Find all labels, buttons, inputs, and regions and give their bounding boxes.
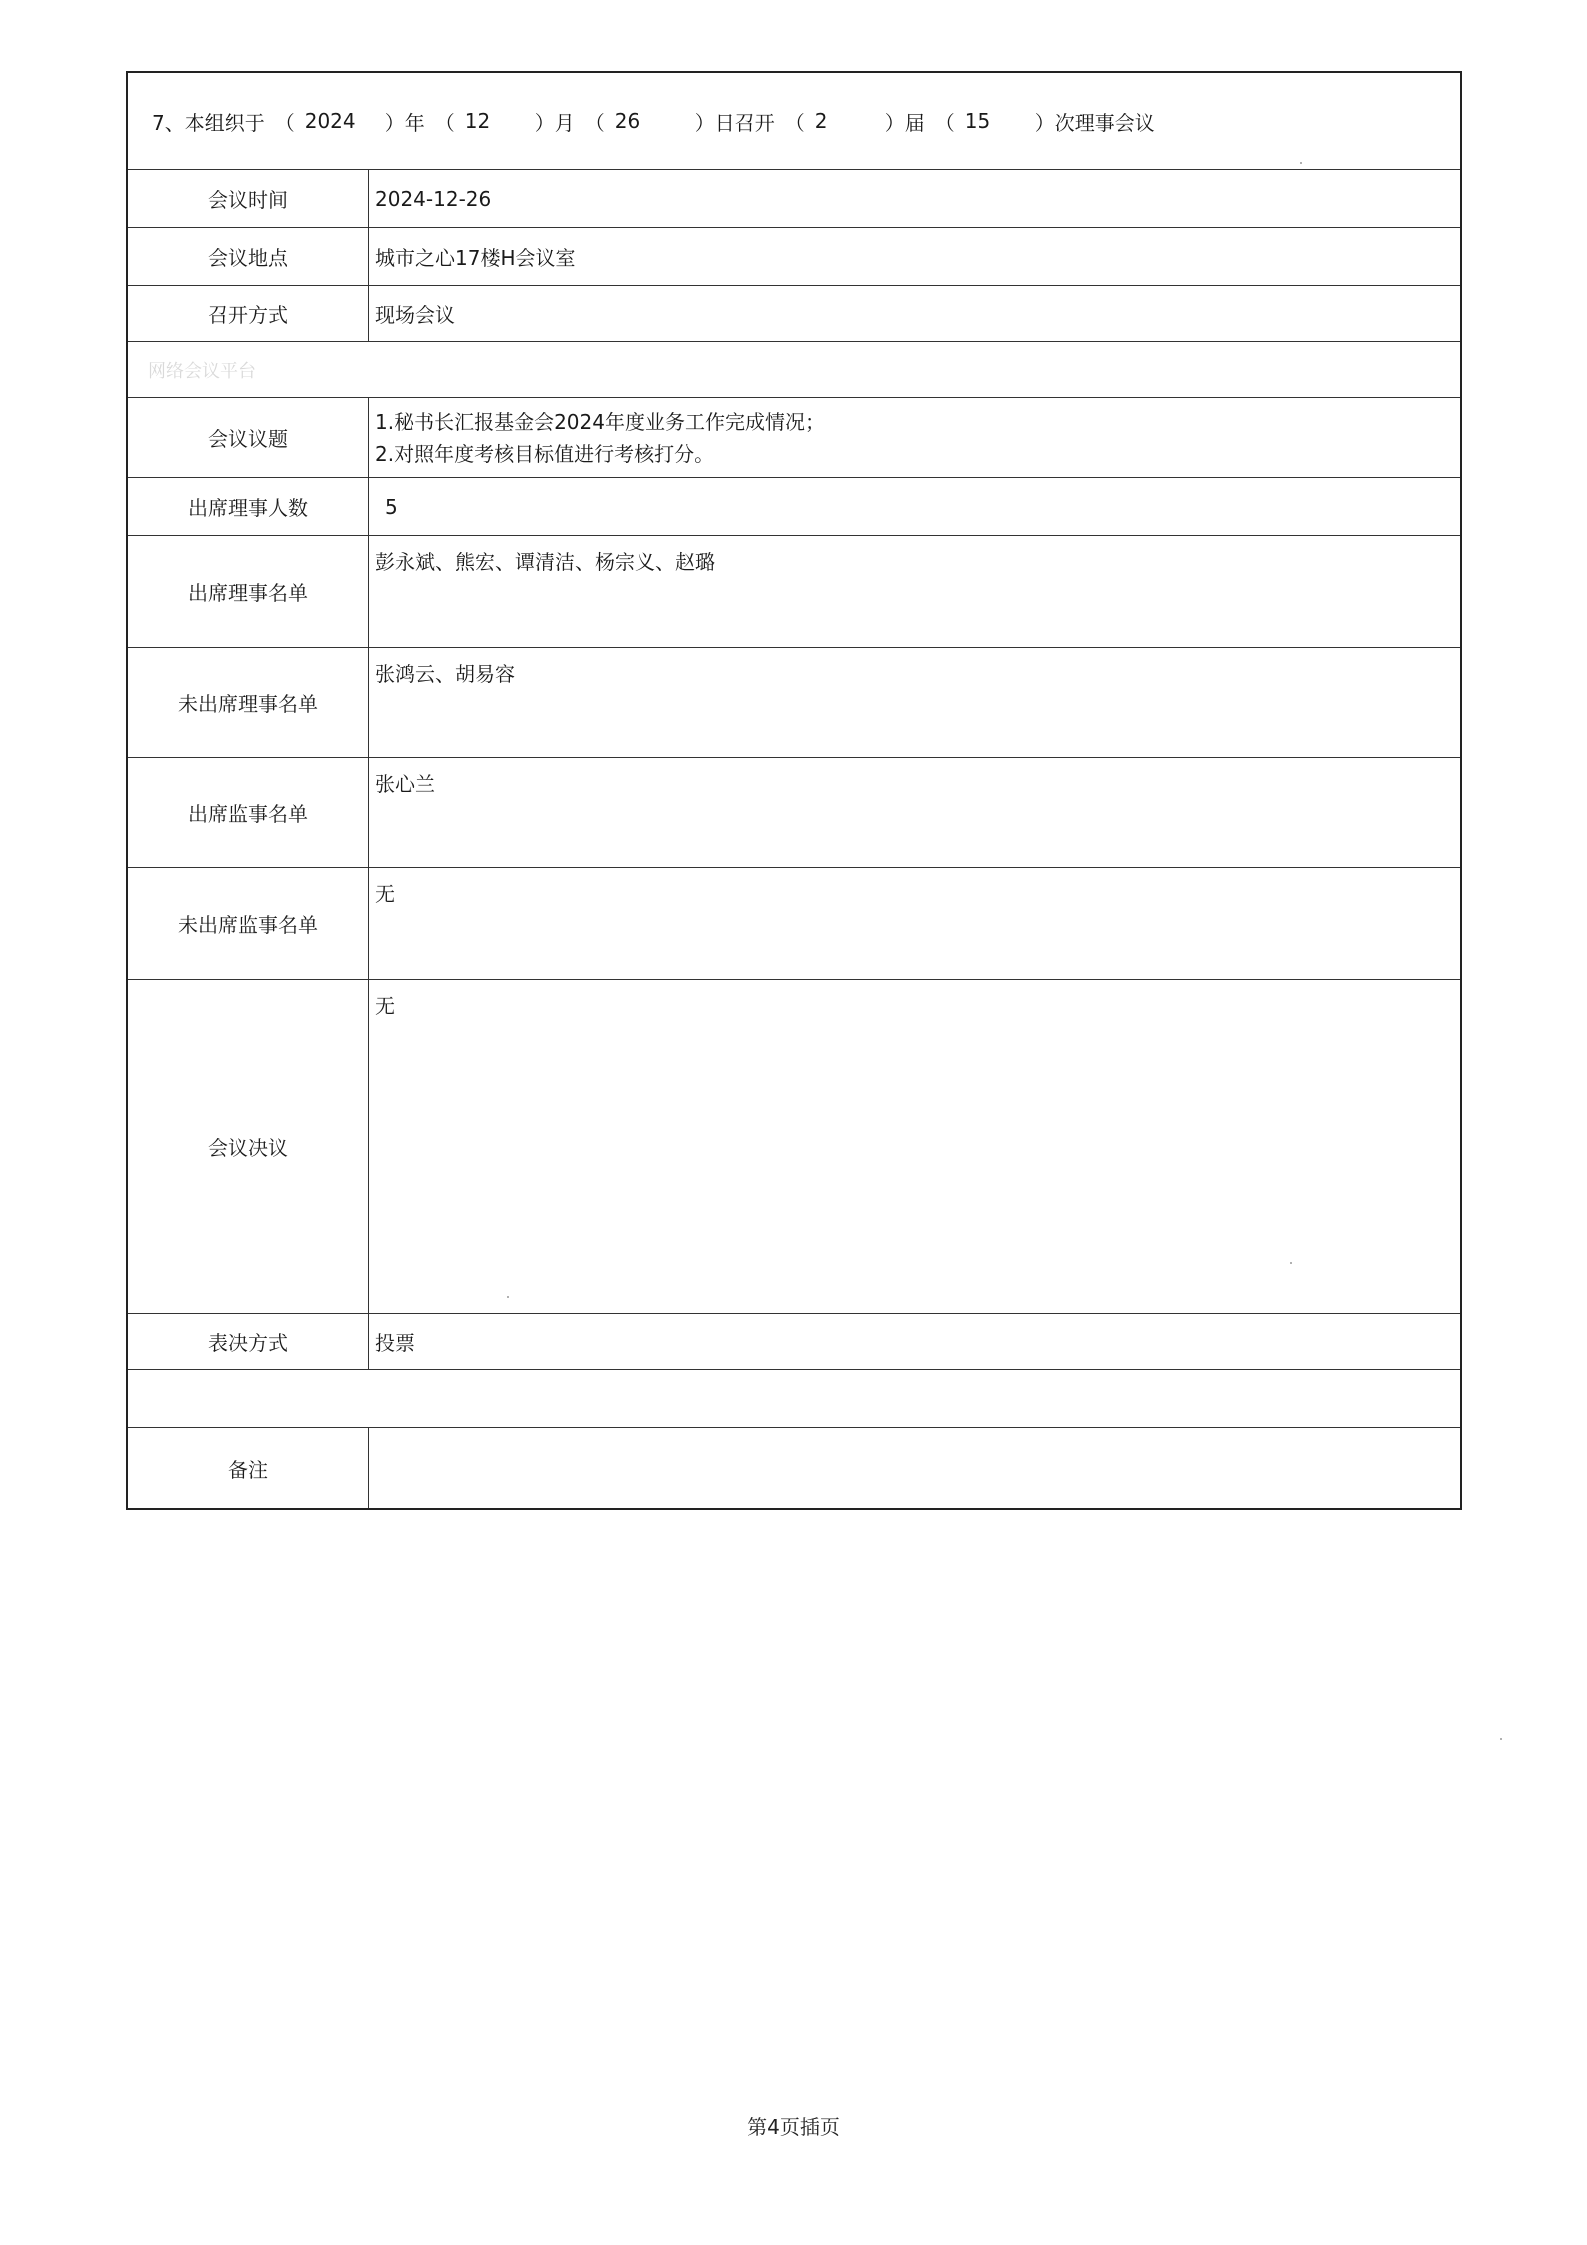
meeting-location-row	[128, 228, 1460, 286]
meeting-location-label: 会议地点	[128, 228, 369, 285]
meeting-method-row	[128, 286, 1460, 342]
meeting-topics-row	[128, 398, 1460, 478]
header-session-suffix: ）届	[884, 110, 925, 135]
header-session: 2	[814, 109, 828, 133]
topic-line-2: 2.对照年度考核目标值进行考核打分。	[375, 442, 715, 466]
supervisor-names-row	[128, 758, 1460, 868]
faded-row-text: 网络会议平台	[148, 360, 256, 382]
remarks-value	[369, 1428, 1460, 1508]
vote-method-label: 表决方式	[128, 1314, 369, 1369]
header-month: 12	[464, 109, 491, 133]
absent-supervisors-value: 无	[375, 882, 395, 906]
attend-count-row	[128, 478, 1460, 536]
count-open-paren: （	[934, 110, 955, 135]
month-open-paren: （	[434, 110, 455, 135]
scan-speck	[1290, 1262, 1292, 1264]
vote-method-value: 投票	[375, 1331, 415, 1355]
scan-speck	[1500, 1738, 1502, 1740]
absent-names-value: 张鸿云、胡易容	[375, 662, 515, 686]
header-day: 26	[614, 109, 641, 133]
remarks-row	[128, 1428, 1460, 1508]
absent-supervisors-row	[128, 868, 1460, 980]
attend-names-row	[128, 536, 1460, 648]
meeting-method-label: 召开方式	[128, 286, 369, 341]
meeting-header-row	[128, 73, 1460, 170]
meeting-time-label: 会议时间	[128, 170, 369, 227]
scan-speck	[1300, 162, 1302, 164]
vote-method-row	[128, 1314, 1460, 1370]
attend-count-value: 5	[385, 494, 398, 519]
resolution-label: 会议决议	[128, 980, 369, 1313]
session-open-paren: （	[784, 110, 805, 135]
attend-names-label: 出席理事名单	[128, 536, 369, 647]
scan-speck	[507, 1296, 509, 1298]
header-year-suffix: ）年	[384, 110, 425, 135]
absent-names-row	[128, 648, 1460, 758]
meeting-topics-value	[369, 398, 1460, 477]
resolution-row	[128, 980, 1460, 1314]
meeting-topics-label: 会议议题	[128, 398, 369, 477]
topic-line-1: 1.秘书长汇报基金会2024年度业务工作完成情况；	[375, 410, 825, 434]
header-count: 15	[964, 109, 991, 133]
meeting-method-value: 现场会议	[375, 303, 455, 327]
absent-names-label: 未出席理事名单	[128, 648, 369, 757]
meeting-location-value: 城市之心17楼H会议室	[375, 246, 576, 270]
header-count-suffix: ）次理事会议	[1034, 110, 1155, 135]
page-footer: 第4页插页	[747, 2115, 840, 2139]
year-open-paren: （	[274, 110, 295, 135]
supervisor-names-label: 出席监事名单	[128, 758, 369, 867]
remarks-label: 备注	[128, 1428, 369, 1508]
meeting-record-form	[126, 71, 1462, 1510]
blank-row	[128, 1370, 1460, 1428]
day-open-paren: （	[584, 110, 605, 135]
blank-row-cell	[128, 1370, 1460, 1427]
absent-supervisors-label: 未出席监事名单	[128, 868, 369, 979]
header-prefix: 7、本组织于	[152, 110, 265, 135]
attend-names-value: 彭永斌、熊宏、谭清洁、杨宗义、赵璐	[375, 550, 715, 574]
header-day-suffix: ）日召开	[694, 110, 775, 135]
resolution-value: 无	[375, 994, 395, 1018]
header-year: 2024	[304, 109, 356, 133]
supervisor-names-value: 张心兰	[375, 772, 435, 796]
faded-row	[128, 342, 1460, 398]
meeting-time-row	[128, 170, 1460, 228]
attend-count-label: 出席理事人数	[128, 478, 369, 535]
header-month-suffix: ）月	[534, 110, 575, 135]
meeting-time-value: 2024-12-26	[375, 186, 492, 211]
